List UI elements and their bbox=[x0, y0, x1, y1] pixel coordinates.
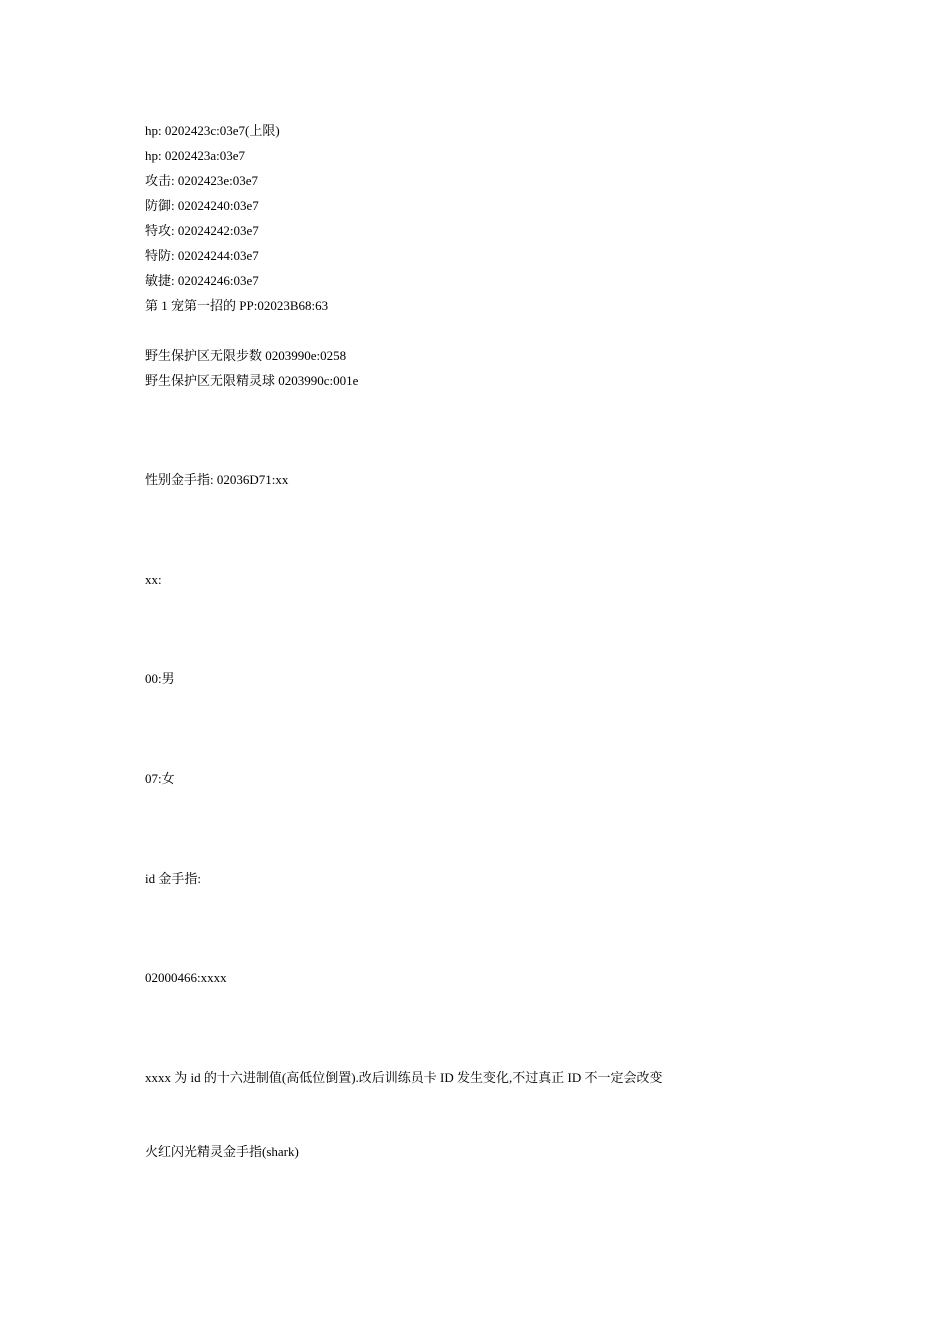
text-line-id-code: id 金手指: bbox=[145, 871, 201, 886]
text-line-female: 07:女 bbox=[145, 771, 175, 786]
text-line-shiny-heading: 火红闪光精灵金手指(shark) bbox=[145, 1144, 299, 1159]
text-line-speed: 敏捷: 02024246:03e7 bbox=[145, 273, 259, 288]
text-line-id-address: 02000466:xxxx bbox=[145, 970, 227, 985]
text-line-gender-code: 性别金手指: 02036D71:xx bbox=[145, 472, 289, 487]
text-line-hp: hp: 0202423a:03e7 bbox=[145, 148, 246, 163]
text-line-pp: 第 1 宠第一招的 PP:02023B68:63 bbox=[145, 298, 329, 313]
text-line-defense: 防御: 02024240:03e7 bbox=[145, 198, 259, 213]
text-line-id-note: xxxx 为 id 的十六进制值(高低位倒置).改后训练员卡 ID 发生变化,不过真正 ID 不一定会改变 bbox=[145, 1070, 663, 1085]
text-line-safari-balls: 野生保护区无限精灵球 0203990c:001e bbox=[145, 373, 359, 388]
text-line-sp-defense: 特防: 02024244:03e7 bbox=[145, 248, 259, 263]
text-line-sp-attack: 特攻: 02024242:03e7 bbox=[145, 223, 259, 238]
text-line-male: 00:男 bbox=[145, 671, 175, 686]
text-line-hp-max: hp: 0202423c:03e7(上限) bbox=[145, 123, 280, 138]
text-line-xx: xx: bbox=[145, 572, 162, 587]
text-line-attack: 攻击: 0202423e:03e7 bbox=[145, 173, 259, 188]
text-line-safari-steps: 野生保护区无限步数 0203990e:0258 bbox=[145, 348, 347, 363]
